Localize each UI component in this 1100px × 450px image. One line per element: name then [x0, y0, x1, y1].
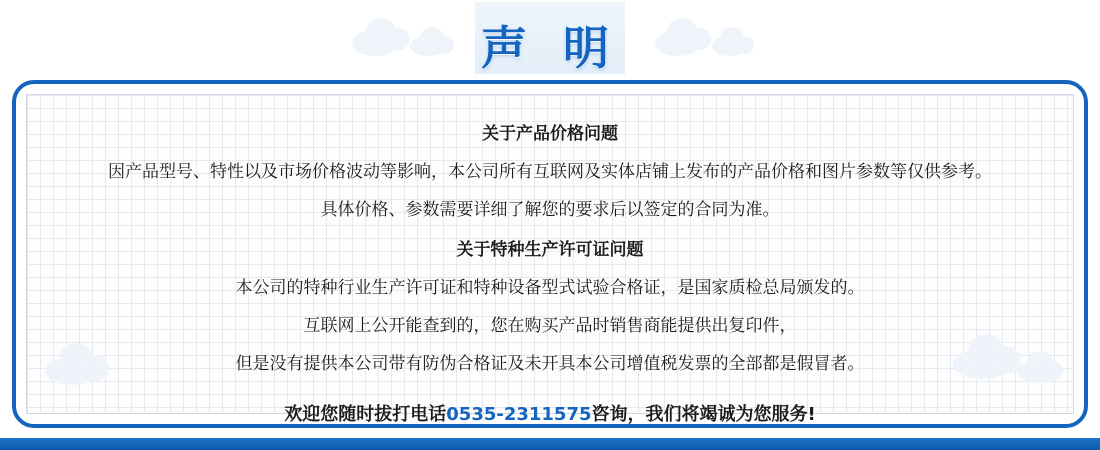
section-heading-price: 关于产品价格问题 [482, 124, 618, 144]
contact-prefix: 欢迎您随时拔打电话 [284, 404, 447, 425]
page-title: 声 明 [480, 21, 619, 75]
section-license-line-1: 本公司的特种行业生产许可证和特种设备型式试验合格证，是国家质检总局颁发的。 [235, 278, 865, 298]
statement-panel [12, 80, 1088, 428]
section-price-line-2: 具体价格、参数需要详细了解您的要求后以签定的合同为准。 [320, 200, 780, 220]
bottom-accent-bar [0, 438, 1100, 450]
phone-number[interactable]: 0535-2311575 [446, 404, 592, 425]
contact-line [53, 399, 1047, 431]
contact-suffix: 咨询，我们将竭诚为您服务! [591, 404, 816, 425]
title-band [0, 0, 1100, 80]
section-license-line-2: 互联网上公开能查到的，您在购买产品时销售商能提供出复印件， [303, 316, 797, 336]
section-price-line-1: 因产品型号、特性以及市场价格波动等影响，本公司所有互联网及实体店铺上发布的产品价格和图片参数等仅供参考。 [108, 162, 992, 182]
section-heading-license: 关于特种生产许可证问题 [456, 240, 644, 260]
statement-content [27, 95, 1073, 431]
section-license-line-3: 但是没有提供本公司带有防伪合格证及未开具本公司增值税发票的全部都是假冒者。 [235, 354, 865, 374]
statement-panel-inner [26, 94, 1074, 425]
